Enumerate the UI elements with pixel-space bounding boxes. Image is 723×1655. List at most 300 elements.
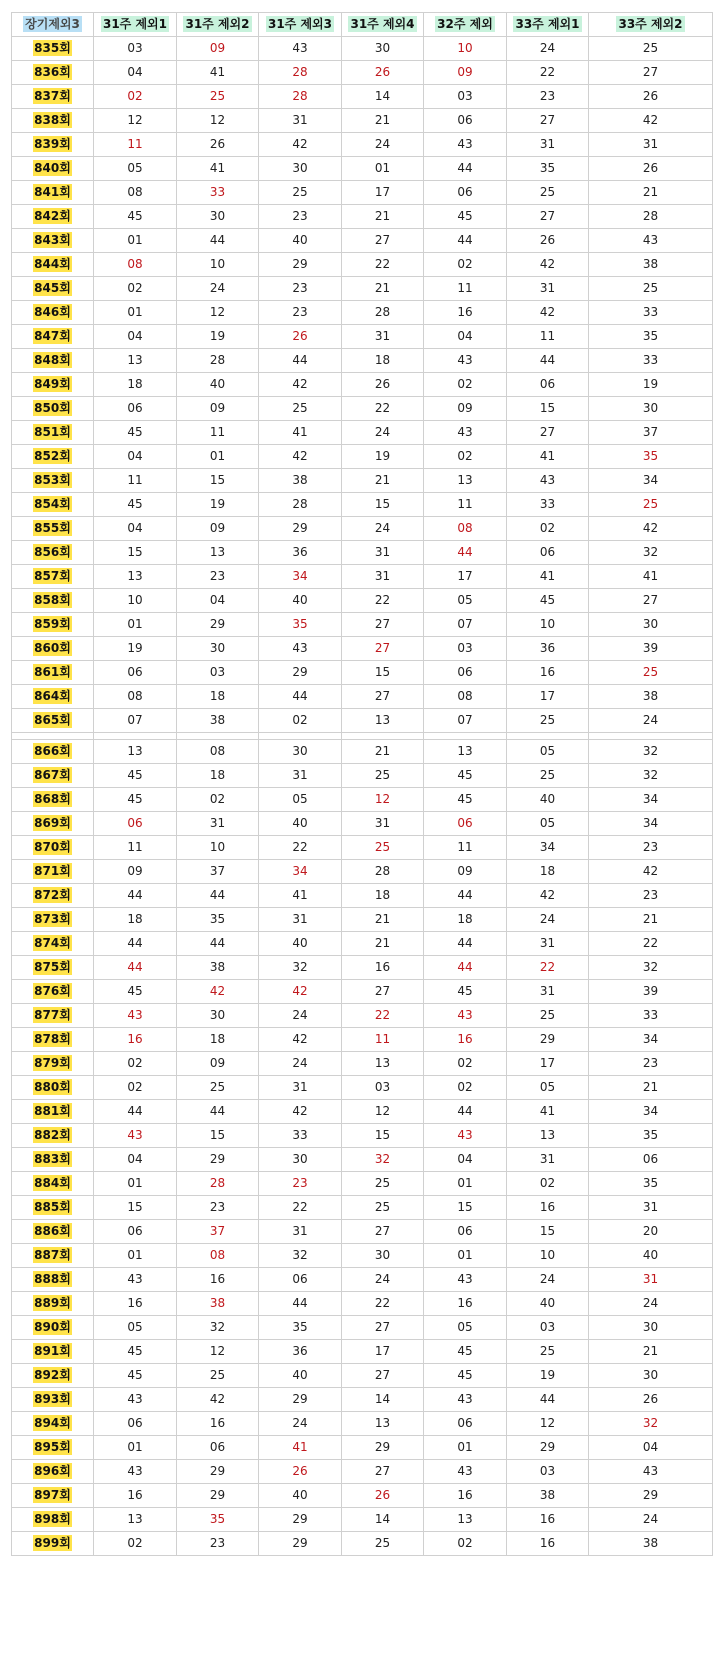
number-cell: 25 [507,709,589,733]
spacer-cell [424,733,507,740]
number-cell: 24 [259,1052,342,1076]
number-cell: 15 [94,541,177,565]
number-cell: 29 [259,517,342,541]
round-cell [12,1004,94,1028]
number-cell: 21 [342,740,424,764]
number-cell: 26 [589,85,713,109]
table-row [12,1172,713,1196]
number-cell: 05 [507,1076,589,1100]
number-cell: 11 [94,836,177,860]
round-cell [12,109,94,133]
number-cell: 18 [177,764,259,788]
number-cell: 35 [177,1508,259,1532]
table-row [12,1364,713,1388]
number-cell: 17 [424,565,507,589]
round-label: 897회 [34,1488,71,1502]
number-cell: 34 [507,836,589,860]
round-cell [12,685,94,709]
number-cell: 21 [342,908,424,932]
header-cell [12,13,94,37]
number-cell: 13 [342,1412,424,1436]
number-cell: 30 [342,1244,424,1268]
round-label: 882회 [34,1128,71,1142]
round-cell [12,1412,94,1436]
round-cell [12,1340,94,1364]
number-cell: 44 [424,956,507,980]
number-cell: 16 [177,1412,259,1436]
number-cell: 27 [342,637,424,661]
header-cell [589,13,713,37]
number-cell: 42 [507,253,589,277]
number-cell: 41 [507,1100,589,1124]
round-cell [12,301,94,325]
number-cell: 37 [177,1220,259,1244]
number-cell: 22 [507,61,589,85]
number-cell: 09 [177,37,259,61]
number-cell: 38 [589,1532,713,1556]
table-row [12,860,713,884]
number-cell: 16 [507,1508,589,1532]
round-label: 871회 [34,864,71,878]
number-cell: 41 [259,421,342,445]
number-cell: 42 [259,1100,342,1124]
number-cell: 30 [177,205,259,229]
number-cell: 25 [342,1172,424,1196]
number-cell: 29 [177,1484,259,1508]
round-cell [12,133,94,157]
header-row [12,13,713,37]
number-cell: 42 [507,884,589,908]
number-cell: 17 [342,181,424,205]
number-cell: 22 [259,836,342,860]
number-cell: 09 [177,1052,259,1076]
number-cell: 21 [342,932,424,956]
table-row [12,836,713,860]
number-cell: 16 [94,1028,177,1052]
table-row [12,373,713,397]
number-cell: 03 [424,85,507,109]
number-cell: 29 [177,613,259,637]
number-cell: 22 [342,589,424,613]
number-cell: 12 [507,1412,589,1436]
table-row [12,445,713,469]
round-label: 850회 [34,401,71,415]
number-cell: 02 [507,517,589,541]
number-cell: 44 [424,229,507,253]
number-cell: 40 [259,932,342,956]
number-cell: 29 [177,1148,259,1172]
number-cell: 26 [342,373,424,397]
number-cell: 19 [589,373,713,397]
number-cell: 44 [424,157,507,181]
table-row [12,1052,713,1076]
table-row [12,589,713,613]
table-row [12,1412,713,1436]
number-cell: 19 [177,493,259,517]
number-cell: 09 [424,860,507,884]
number-cell: 25 [589,661,713,685]
number-cell: 25 [259,397,342,421]
number-cell: 45 [94,1340,177,1364]
number-cell: 27 [589,61,713,85]
number-cell: 24 [259,1004,342,1028]
round-label: 895회 [34,1440,71,1454]
number-cell: 07 [94,709,177,733]
table-row [12,541,713,565]
round-label: 861회 [34,665,71,679]
table-row [12,1316,713,1340]
number-cell: 28 [259,493,342,517]
number-cell: 32 [589,740,713,764]
number-cell: 43 [94,1004,177,1028]
number-cell: 45 [424,788,507,812]
number-cell: 26 [342,1484,424,1508]
number-cell: 21 [589,181,713,205]
number-cell: 04 [177,589,259,613]
round-cell [12,764,94,788]
number-cell: 42 [259,133,342,157]
round-cell [12,884,94,908]
number-cell: 35 [259,1316,342,1340]
round-label: 890회 [34,1320,71,1334]
table-body [12,37,713,1556]
number-cell: 31 [259,764,342,788]
table-row [12,253,713,277]
round-label: 891회 [34,1344,71,1358]
number-cell: 17 [507,1052,589,1076]
number-cell: 03 [507,1460,589,1484]
round-cell [12,1196,94,1220]
number-cell: 31 [177,812,259,836]
round-label: 896회 [34,1464,71,1478]
round-cell [12,517,94,541]
number-cell: 29 [259,1508,342,1532]
number-cell: 04 [94,1148,177,1172]
round-label: 856회 [34,545,71,559]
number-cell: 15 [424,1196,507,1220]
round-label: 858회 [34,593,71,607]
table-row [12,61,713,85]
number-cell: 24 [177,277,259,301]
table-row [12,980,713,1004]
round-label: 893회 [34,1392,71,1406]
number-cell: 24 [507,908,589,932]
round-label: 845회 [34,281,71,295]
table-row [12,1244,713,1268]
number-cell: 35 [259,613,342,637]
number-cell: 11 [424,277,507,301]
number-cell: 04 [94,517,177,541]
number-cell: 24 [507,37,589,61]
number-cell: 13 [424,1508,507,1532]
number-cell: 11 [507,325,589,349]
number-cell: 16 [424,1028,507,1052]
number-cell: 16 [507,661,589,685]
round-cell [12,1364,94,1388]
number-cell: 20 [589,1220,713,1244]
number-cell: 40 [259,229,342,253]
table-row [12,565,713,589]
number-cell: 45 [507,589,589,613]
number-cell: 16 [424,301,507,325]
round-cell [12,956,94,980]
round-label: 841회 [34,185,71,199]
number-cell: 17 [507,685,589,709]
number-cell: 02 [94,85,177,109]
number-cell: 38 [259,469,342,493]
number-cell: 16 [94,1484,177,1508]
number-cell: 18 [177,1028,259,1052]
number-cell: 43 [424,1268,507,1292]
number-cell: 29 [342,1436,424,1460]
number-cell: 41 [259,884,342,908]
round-label: 870회 [34,840,71,854]
number-cell: 17 [342,1340,424,1364]
number-cell: 43 [94,1124,177,1148]
table-row [12,493,713,517]
round-cell [12,85,94,109]
round-label: 869회 [34,816,71,830]
number-cell: 32 [259,1244,342,1268]
number-cell: 05 [94,1316,177,1340]
table-row [12,37,713,61]
number-cell: 18 [342,884,424,908]
spacer-cell [507,733,589,740]
number-cell: 45 [94,1364,177,1388]
round-label: 894회 [34,1416,71,1430]
number-cell: 42 [177,1388,259,1412]
table-row [12,1340,713,1364]
number-cell: 25 [507,1340,589,1364]
round-cell [12,1316,94,1340]
table-row [12,932,713,956]
number-cell: 38 [589,685,713,709]
table-row [12,908,713,932]
number-cell: 23 [589,1052,713,1076]
number-cell: 33 [589,1004,713,1028]
number-cell: 45 [94,764,177,788]
number-cell: 35 [589,1124,713,1148]
number-cell: 15 [507,397,589,421]
number-cell: 43 [424,349,507,373]
round-cell [12,541,94,565]
number-cell: 31 [589,1196,713,1220]
number-cell: 29 [589,1484,713,1508]
number-cell: 04 [94,325,177,349]
number-cell: 18 [94,373,177,397]
number-cell: 31 [259,109,342,133]
number-cell: 04 [589,1436,713,1460]
number-cell: 26 [589,157,713,181]
number-cell: 09 [177,397,259,421]
number-cell: 10 [177,836,259,860]
table-row [12,685,713,709]
table-row [12,1388,713,1412]
header-label: 33주 제외1 [515,17,580,31]
number-cell: 12 [342,788,424,812]
round-cell [12,1148,94,1172]
number-cell: 13 [507,1124,589,1148]
number-cell: 08 [424,517,507,541]
number-cell: 25 [589,277,713,301]
number-cell: 03 [177,661,259,685]
round-cell [12,1388,94,1412]
table-row [12,1004,713,1028]
number-cell: 02 [424,1532,507,1556]
number-cell: 12 [177,1340,259,1364]
number-cell: 45 [424,764,507,788]
number-cell: 14 [342,1388,424,1412]
number-cell: 05 [507,740,589,764]
number-cell: 24 [589,709,713,733]
number-cell: 27 [342,980,424,1004]
number-cell: 19 [342,445,424,469]
round-label: 883회 [34,1152,71,1166]
number-cell: 34 [259,860,342,884]
number-cell: 41 [507,445,589,469]
number-cell: 42 [259,445,342,469]
number-cell: 06 [589,1148,713,1172]
number-cell: 21 [342,277,424,301]
number-cell: 03 [424,637,507,661]
round-label: 846회 [34,305,71,319]
round-cell [12,493,94,517]
number-cell: 43 [589,1460,713,1484]
number-cell: 45 [424,1364,507,1388]
number-cell: 32 [589,764,713,788]
round-cell [12,205,94,229]
number-cell: 30 [589,1364,713,1388]
number-cell: 15 [342,1124,424,1148]
number-cell: 25 [342,1196,424,1220]
number-cell: 06 [424,1412,507,1436]
number-cell: 42 [507,301,589,325]
number-cell: 45 [94,421,177,445]
number-cell: 35 [589,325,713,349]
number-cell: 41 [259,1436,342,1460]
number-cell: 31 [259,1076,342,1100]
number-cell: 12 [342,1100,424,1124]
number-cell: 25 [177,1076,259,1100]
number-cell: 12 [94,109,177,133]
number-cell: 25 [177,1364,259,1388]
number-cell: 45 [424,205,507,229]
number-cell: 02 [94,277,177,301]
number-cell: 38 [177,709,259,733]
number-cell: 06 [507,373,589,397]
number-cell: 01 [94,1244,177,1268]
header-label: 장기제외3 [25,17,80,31]
round-cell [12,932,94,956]
number-cell: 24 [342,133,424,157]
table-row [12,613,713,637]
number-cell: 21 [589,908,713,932]
number-cell: 35 [589,445,713,469]
number-cell: 13 [177,541,259,565]
number-cell: 45 [94,205,177,229]
number-cell: 01 [424,1436,507,1460]
table-row [12,1196,713,1220]
number-cell: 35 [177,908,259,932]
number-cell: 11 [94,469,177,493]
number-cell: 31 [507,277,589,301]
number-cell: 06 [94,1220,177,1244]
table-row [12,1508,713,1532]
table-row [12,133,713,157]
round-label: 886회 [34,1224,71,1238]
round-cell [12,637,94,661]
header-cell [94,13,177,37]
number-cell: 16 [424,1292,507,1316]
number-cell: 15 [507,1220,589,1244]
number-cell: 41 [507,565,589,589]
number-cell: 31 [507,1148,589,1172]
number-cell: 04 [94,445,177,469]
round-cell [12,1508,94,1532]
round-label: 889회 [34,1296,71,1310]
number-cell: 16 [94,1292,177,1316]
round-cell [12,1436,94,1460]
round-label: 880회 [34,1080,71,1094]
table-row [12,740,713,764]
round-label: 839회 [34,137,71,151]
spacer-cell [177,733,259,740]
table-row [12,109,713,133]
number-cell: 06 [94,812,177,836]
round-cell [12,565,94,589]
number-cell: 44 [177,932,259,956]
number-cell: 44 [259,349,342,373]
number-cell: 02 [94,1052,177,1076]
number-cell: 31 [259,1220,342,1244]
number-cell: 40 [259,812,342,836]
number-cell: 32 [589,541,713,565]
number-cell: 01 [94,613,177,637]
round-cell [12,589,94,613]
number-cell: 43 [94,1268,177,1292]
number-cell: 34 [589,469,713,493]
number-cell: 08 [424,685,507,709]
table-row [12,1148,713,1172]
number-cell: 38 [177,1292,259,1316]
number-cell: 40 [177,373,259,397]
number-cell: 43 [94,1388,177,1412]
header-label: 32주 제외 [437,17,493,31]
spacer-cell [259,733,342,740]
number-cell: 10 [94,589,177,613]
round-label: 844회 [34,257,71,271]
number-cell: 25 [589,37,713,61]
number-cell: 37 [177,860,259,884]
number-cell: 24 [589,1292,713,1316]
number-cell: 24 [507,1268,589,1292]
header-label: 31주 제외4 [350,17,415,31]
number-cell: 35 [589,1172,713,1196]
round-cell [12,277,94,301]
number-cell: 16 [342,956,424,980]
number-cell: 21 [342,205,424,229]
number-cell: 26 [259,325,342,349]
round-label: 842회 [34,209,71,223]
number-cell: 29 [259,661,342,685]
number-cell: 01 [94,229,177,253]
number-cell: 23 [589,884,713,908]
number-cell: 18 [424,908,507,932]
number-cell: 21 [342,109,424,133]
number-cell: 27 [507,421,589,445]
number-cell: 42 [259,373,342,397]
round-label: 874회 [34,936,71,950]
